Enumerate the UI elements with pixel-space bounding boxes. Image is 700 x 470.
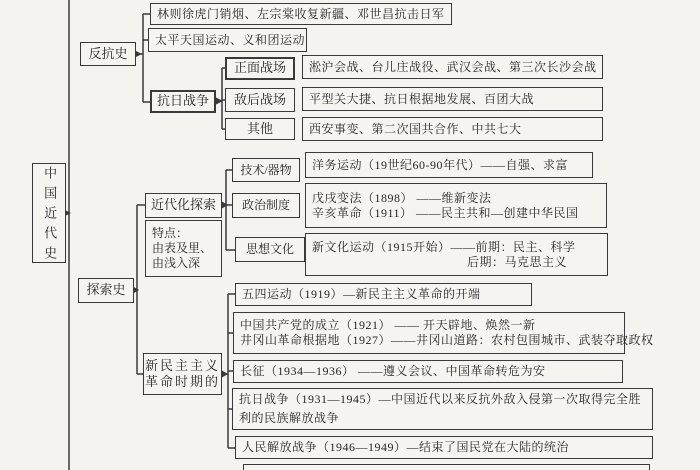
revolution-1911-line: 辛亥革命（1911） ——民主共和—创建中华民国 [312,205,579,220]
node-exploration-history: 探索史 [78,278,134,303]
leaf-front-battlefield-detail: 淞沪会战、台儿庄战役、武汉会战、第三次长沙会战 [302,55,603,79]
leaf-ideology-culture-detail [305,233,608,276]
node-modernization: 近代化探索 [145,193,222,218]
leaf-liberation-war: 人民解放战争（1946—1949）—结束了国民党在大陆的统治 [235,436,653,459]
leaf-technology-detail: 洋务运动（19世纪60-90年代）——自强、求富 [305,152,593,178]
leaf-ccp-founding [233,312,654,354]
leaf-political-system-detail [305,183,607,228]
new-democracy-label-line: 新民主主义 [145,357,221,373]
note-modernization-features [145,220,222,277]
reform-1898-line: 戊戌变法（1898） ——维新变法 [312,190,492,205]
leaf-rear-battlefield-detail: 平型关大捷、抗日根据地发展、百团大战 [302,87,603,111]
leaf-resistance-heroes: 林则徐虎门销烟、左宗棠收复新疆、邓世昌抗击日军 [150,3,452,25]
new-culture-late-line: 后期：马克思主义 [467,254,568,269]
node-technology: 技术/器物 [232,158,300,182]
clipped-bottom-box [243,464,650,470]
node-resistance-history: 反抗史 [80,42,136,66]
leaf-resistance-movements: 太平天国运动、义和团运动 [148,28,307,52]
node-ideology-culture: 思想文化 [235,237,305,262]
ccp-founding-line: 中国共产党的成立（1921） —— 开天辟地、焕然一新 [240,318,536,332]
node-anti-japan-war: 抗日战争 [150,90,216,113]
root-node: 中国近代史 [32,163,66,263]
leaf-long-march: 长征（1934—1936） ——遵义会议、中国革命转危为安 [233,360,623,383]
feature-line: 由浅入深 [152,256,201,270]
new-culture-early-line: 新文化运动（1915开始）——前期：民主、科学 [312,239,576,254]
node-new-democracy-period [143,353,222,395]
feature-line: 由表及里、 [152,241,213,255]
leaf-anti-japan-war-1931: 抗日战争（1931—1945）—中国近代以来反抗外敌入侵第一次取得完全胜利的民族解放战争 [232,388,653,430]
node-political-system: 政治制度 [232,193,300,218]
node-other: 其他 [225,118,295,140]
node-front-battlefield: 正面战场 [225,57,295,80]
node-rear-battlefield: 敌后战场 [225,88,295,112]
leaf-may-fourth: 五四运动（1919）—新民主主义革命的开端 [235,283,532,306]
jinggangshan-line: 井冈山革命根据地（1927）——井冈山道路：农村包围城市、武装夺取政权 [240,333,654,347]
leaf-other-detail: 西安事变、第二次国共合作、中共七大 [302,117,603,141]
feature-line: 特点： [152,226,189,240]
new-democracy-label-line: 革命时期的 [145,374,221,389]
